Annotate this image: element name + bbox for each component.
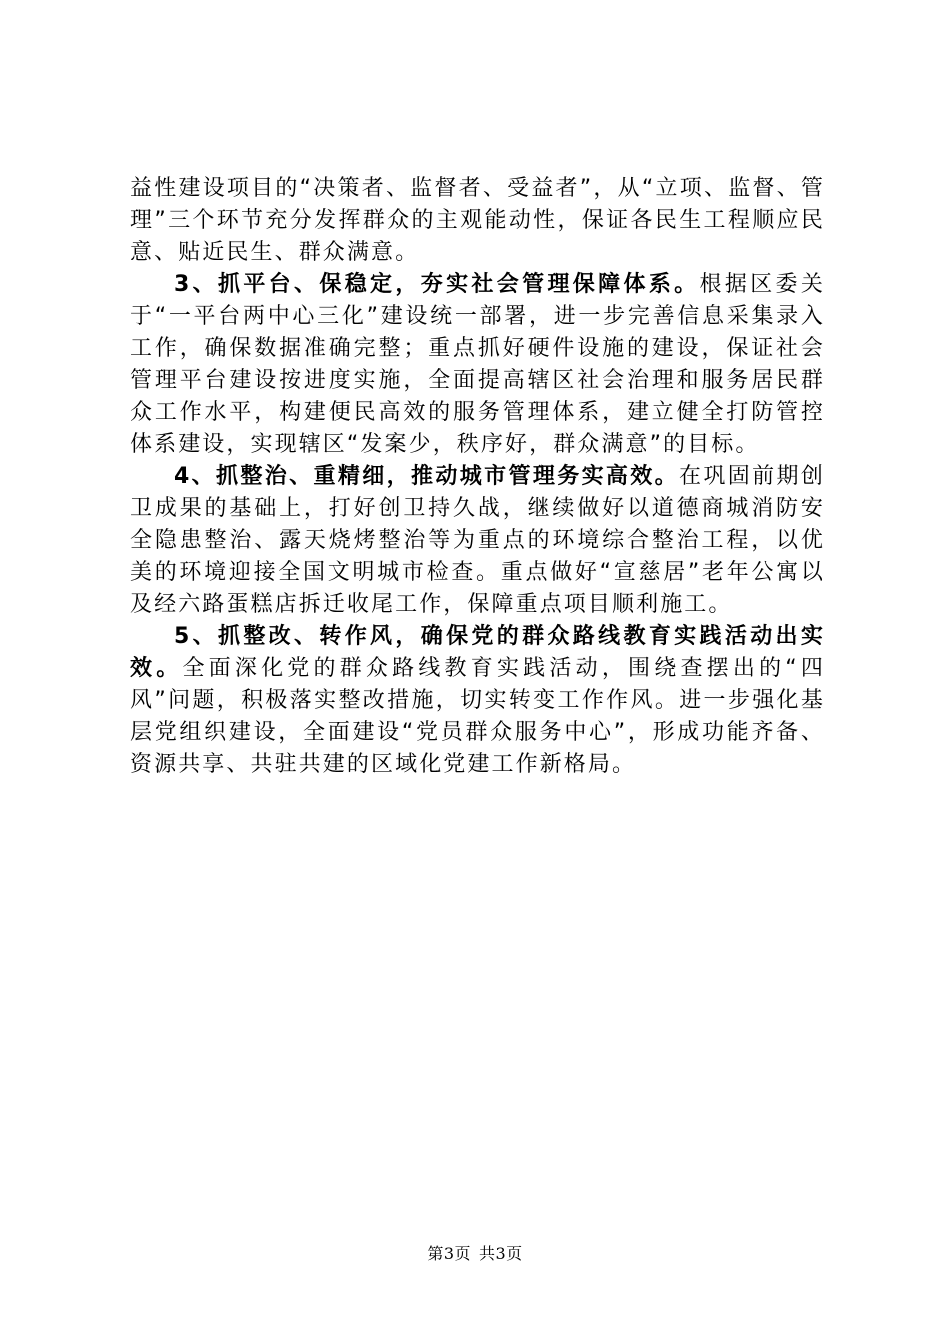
paragraph-text: 全面深化党的群众路线教育实践活动，围绕查摆出的“四风”问题，积极落实整改措施，切实转变工作作风。进一步强化基层党组织建设，全面建设“党员群众服务中心”，形成功能齐备、资源共享、共驻共建的区域化党建工作新格局。 [130, 656, 826, 777]
paragraph-item-5 [130, 621, 825, 781]
document-body [130, 173, 825, 781]
paragraph-heading: 5、抓整改、转作风，确保党的群众路线教育实践活动出实效。 [130, 624, 825, 681]
paragraph-heading: 3、抓平台、保稳定，夯实社会管理保障体系。 [174, 272, 700, 297]
paragraph-heading: 4、抓整治、重精细，推动城市管理务实高效。 [174, 464, 680, 489]
page-total: 共3页 [479, 1244, 523, 1263]
paragraph-text: 益性建设项目的“决策者、监督者、受益者”，从“立项、监督、管理”三个环节充分发挥群众的主观能动性，保证各民生工程顺应民意、贴近民生、群众满意。 [130, 176, 825, 265]
paragraph-text: 根据区委关于“一平台两中心三化”建设统一部署，进一步完善信息采集录入工作，确保数据准确完整；重点抓好硬件设施的建设，保证社会管理平台建设按进度实施，全面提高辖区社会治理和服务居民群众工作水平，构建便民高效的服务管理体系，建立健全打防管控体系建设，实现辖区“发案少，秩序好，群众满意”的目标。 [130, 272, 825, 457]
paragraph-item-4 [130, 461, 825, 621]
paragraph-continuation [130, 173, 825, 269]
paragraph-item-3 [130, 269, 825, 461]
page-number: 第3页 [427, 1244, 471, 1263]
paragraph-text: 在巩固前期创卫成果的基础上，打好创卫持久战，继续做好以道德商城消防安全隐患整治、露天烧烤整治等为重点的环境综合整治工程，以优美的环境迎接全国文明城市检查。重点做好“宣慈居”老年公寓以及经六路蛋糕店拆迁收尾工作，保障重点项目顺利施工。 [130, 464, 825, 617]
page-footer [0, 1243, 950, 1265]
